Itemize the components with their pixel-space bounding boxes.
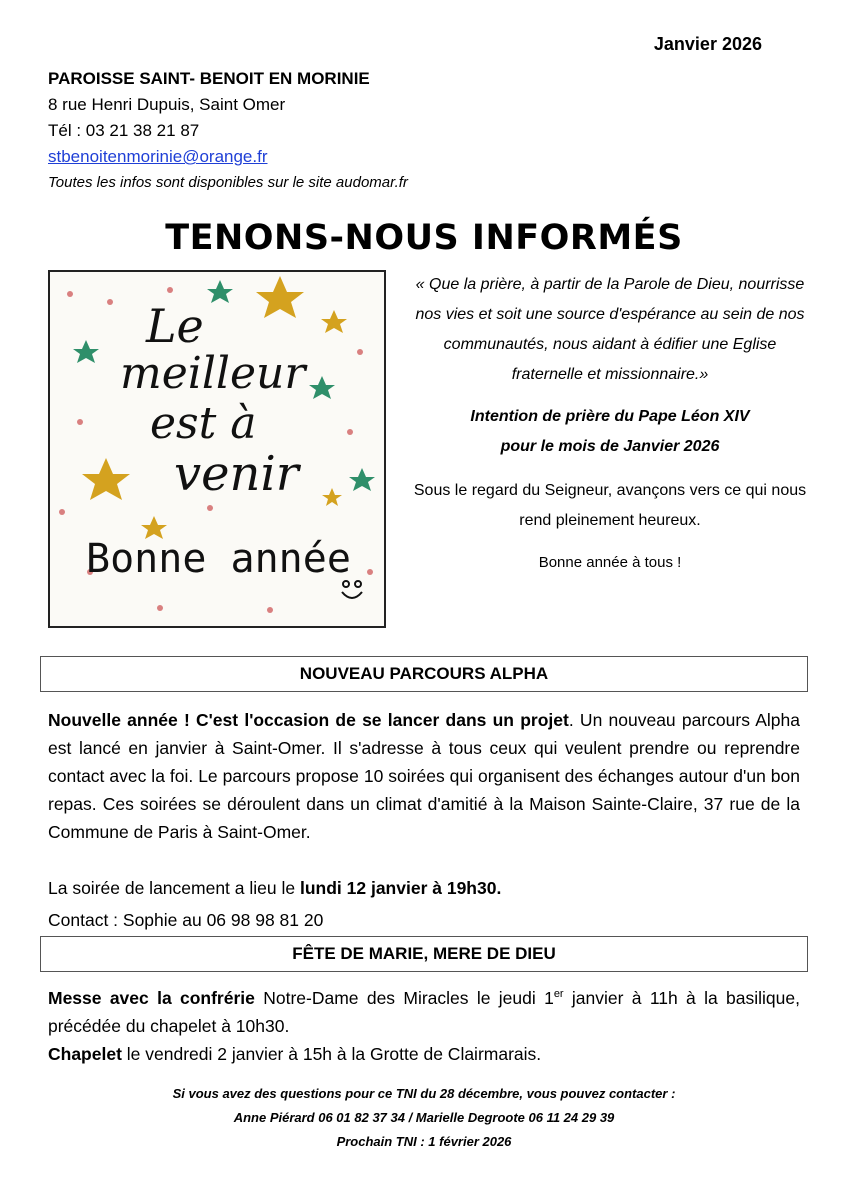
issue-date: Janvier 2026 <box>653 34 762 54</box>
marie-chapelet-lead: Chapelet <box>48 1044 122 1064</box>
alpha-heading-box <box>40 656 808 692</box>
card-text-line5: Bonne année <box>86 536 351 582</box>
marie-mass-text-1: Notre-Dame des Miracles le jeudi 1 <box>254 988 554 1008</box>
new-year-greeting: Bonne année à tous ! <box>538 554 682 571</box>
footer-line-3: Prochain TNI : 1 février 2026 <box>336 1134 512 1149</box>
alpha-lead: Nouvelle année ! C'est l'occasion de se lancer dans un projet <box>48 710 569 730</box>
alpha-paragraph <box>48 706 800 846</box>
card-text-line1: Le <box>146 299 204 353</box>
alpha-heading: NOUVEAU PARCOURS ALPHA <box>299 664 549 683</box>
prayer-section <box>412 270 808 578</box>
prayer-intention <box>412 402 808 462</box>
footer <box>0 1082 848 1154</box>
alpha-contact: Contact : Sophie au 06 98 98 81 20 <box>48 910 324 930</box>
card-text-line2: meilleur <box>120 348 306 399</box>
card-text-line3: est à <box>150 398 257 449</box>
parish-address: 8 rue Henri Dupuis, Saint Omer <box>48 95 286 114</box>
marie-heading: FÊTE DE MARIE, MERE DE DIEU <box>292 944 556 963</box>
alpha-launch <box>48 874 501 902</box>
star-decoration-green-3 <box>309 376 335 399</box>
card-text-line4: venir <box>174 446 299 502</box>
star-decoration-gold-top <box>256 276 304 318</box>
parish-email-link[interactable]: stbenoitenmorinie@orange.fr <box>48 147 268 166</box>
site-note: Toutes les infos sont disponibles sur le site audomar.fr <box>48 174 408 191</box>
star-decoration-green-4 <box>349 468 375 491</box>
marie-mass-text-2: janvier à 11h à la basilique, précédée du chapelet à 10h30. <box>48 988 800 1036</box>
footer-line-1: Si vous avez des questions pour ce TNI du 28 décembre, vous pouvez contacter : <box>172 1086 676 1101</box>
new-year-card-image <box>48 270 386 628</box>
marie-chapelet <box>48 1040 541 1068</box>
page-title: TENONS-NOUS INFORMÉS <box>165 218 683 258</box>
card-illustration <box>50 272 384 626</box>
marie-mass-lead: Messe avec la confrérie <box>48 988 255 1008</box>
parish-name: PAROISSE SAINT- BENOIT EN MORINIE <box>48 69 370 88</box>
alpha-body: . Un nouveau parcours Alpha est lancé en janvier à Saint-Omer. Il s'adresse à tous ceux qui veulent prendre ou reprendre contact avec la foi. Le parcours propose 10 soirées qui organisent des échanges autour d'un bon repas. Ces soirées se déroulent dans un climat d'amitié à la Maison Sainte-Claire, 37 rue de la Commune de Paris à Saint-Omer. <box>48 710 800 842</box>
marie-mass-sup: er <box>553 988 564 1001</box>
star-decoration-gold-small <box>322 488 342 506</box>
prayer-regard: Sous le regard du Seigneur, avançons vers ce qui nous rend pleinement heureux. <box>413 482 807 529</box>
marie-chapelet-text: le vendredi 2 janvier à 15h à la Grotte de Clairmarais. <box>121 1044 542 1064</box>
star-decoration-gold-right <box>321 310 347 333</box>
intention-line-1: Intention de prière du Pape Léon XIV <box>470 408 750 425</box>
footer-line-2: Anne Piérard 06 01 82 37 34 / Marielle Degroote 06 11 24 29 39 <box>233 1110 615 1125</box>
alpha-launch-prefix: La soirée de lancement a lieu le <box>48 878 300 898</box>
smiley-icon <box>342 581 362 598</box>
parish-header <box>48 66 408 196</box>
marie-heading-box <box>40 936 808 972</box>
marie-mass-paragraph <box>48 984 800 1040</box>
intention-line-2: pour le mois de Janvier 2026 <box>500 438 720 455</box>
star-decoration-green-2 <box>73 340 99 363</box>
alpha-launch-date: lundi 12 janvier à 19h30. <box>299 878 502 898</box>
prayer-quote: « Que la prière, à partir de la Parole de Dieu, nourrisse nos vies et soit une source d'espérance au sein de nos communautés, nous aidant à édifier une Eglise fraternelle et missionnaire.» <box>415 276 805 383</box>
parish-phone: Tél : 03 21 38 21 87 <box>48 121 200 140</box>
star-decoration-green-1 <box>207 280 233 303</box>
star-decoration-gold-left <box>82 458 130 500</box>
